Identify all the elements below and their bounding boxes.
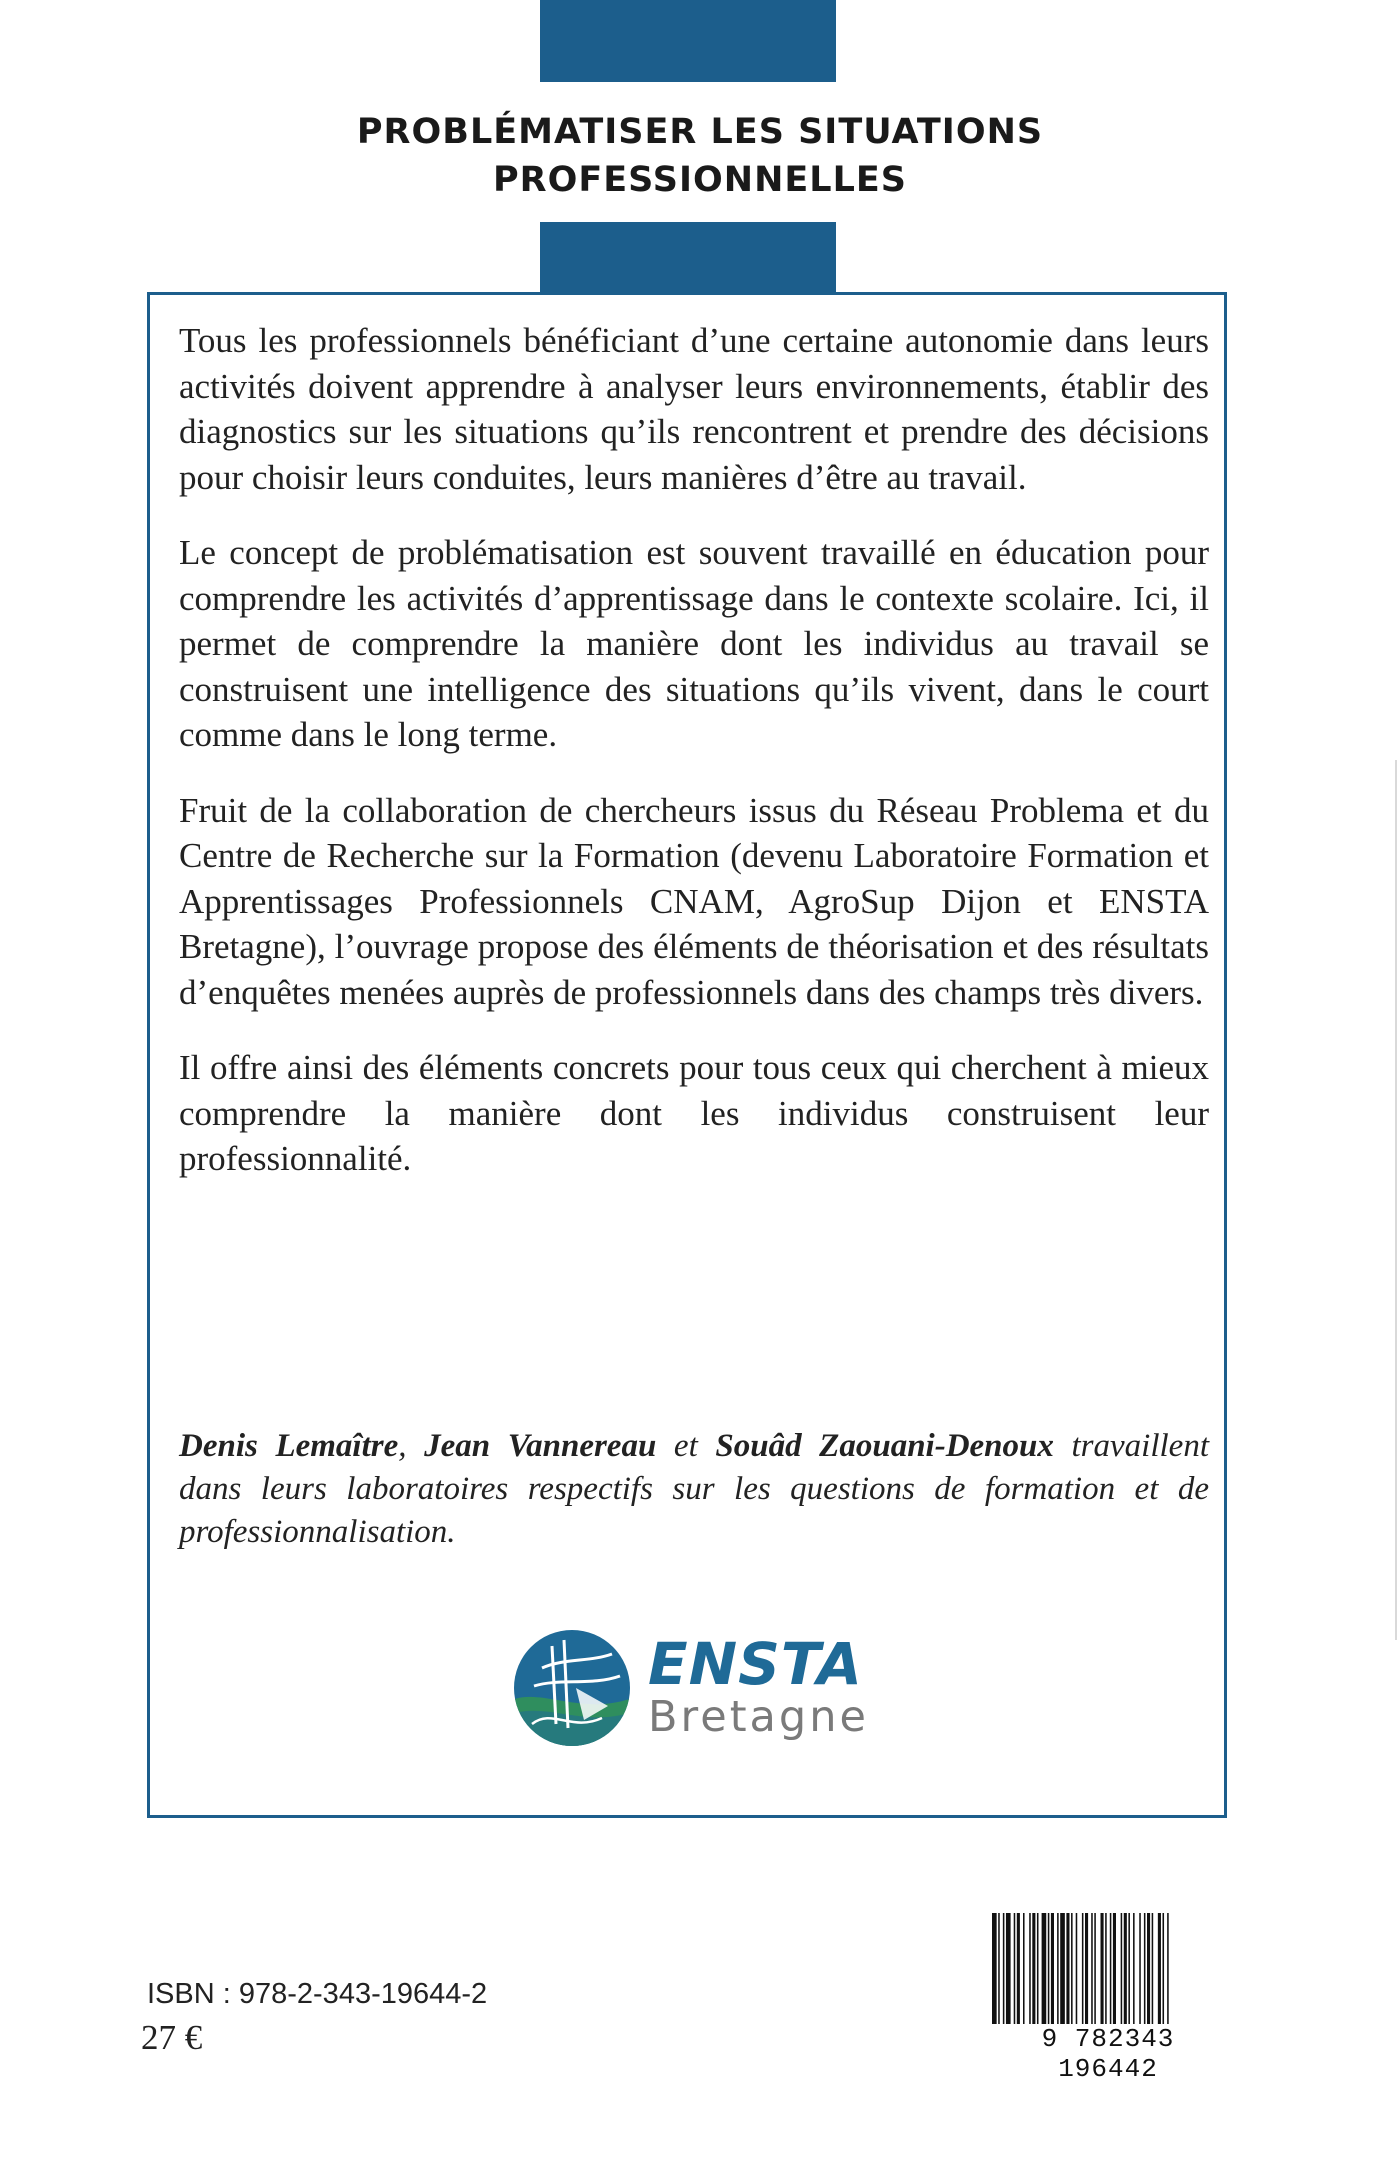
author-3: Souâd Zaouani-Denoux: [715, 1428, 1054, 1464]
authors-note: [179, 1425, 1209, 1554]
isbn: ISBN : 978-2-343-19644-2: [147, 1978, 488, 2010]
title-line-1: PROBLÉMATISER LES SITUATIONS: [356, 112, 1044, 152]
price: 27 €: [141, 2018, 203, 2057]
page-edge-line: [1395, 760, 1397, 1640]
logo-wordmark: ENSTA: [648, 1630, 863, 1698]
logo-subtitle: Bretagne: [648, 1692, 869, 1742]
middle-blue-bar: [540, 222, 836, 292]
author-separator-1: ,: [398, 1428, 425, 1464]
blurb-paragraph-1: Tous les professionnels bénéficiant d’une certaine autonomie dans leurs activités doivent apprendre à analyser leurs environnements, établir des diagnostics sur les situations qu’ils rencontrent et prendre des décisions pour choisir leurs conduites, leurs manières d’être au travail.: [179, 321, 1209, 497]
author-separator-2: et: [656, 1428, 716, 1464]
authors-description: travaillent dans leurs laboratoires respectifs sur les questions de formation et de professionnalisation.: [179, 1428, 1209, 1550]
barcode-number: 9 782343 196442: [988, 2024, 1228, 2084]
author-2: Jean Vannereau: [424, 1428, 657, 1464]
title-line-2: PROFESSIONNELLES: [492, 160, 907, 200]
ensta-logo: [512, 1628, 892, 1758]
ensta-emblem-icon: [512, 1628, 632, 1748]
blurb-paragraph-2: Le concept de problématisation est souvent travaillé en éducation pour comprendre les activités d’apprentissage dans le contexte scolaire. Ici, il permet de comprendre la manière dont les individus au travail se construisent une intelligence des situations qu’ils vivent, dans le court comme dans le long terme.: [179, 533, 1209, 754]
blurb-paragraph-4: Il offre ainsi des éléments concrets pour tous ceux qui cherchent à mieux comprendre la manière dont les individus construisent leur professionnalité.: [179, 1048, 1209, 1178]
book-title: [0, 108, 1400, 204]
top-blue-bar: [540, 0, 836, 82]
blurb: [179, 318, 1209, 1212]
author-1: Denis Lemaître: [179, 1428, 399, 1464]
blurb-paragraph-3: Fruit de la collaboration de chercheurs issus du Réseau Problema et du Centre de Recherche sur la Formation (devenu Laboratoire Formation et Apprentissages Professionnels CNAM, AgroSup Dijon et ENSTA Bretagne), l’ouvrage propose des éléments de théorisation et des résultats d’enquêtes menées auprès de professionnels dans des champs très divers.: [179, 790, 1209, 1012]
